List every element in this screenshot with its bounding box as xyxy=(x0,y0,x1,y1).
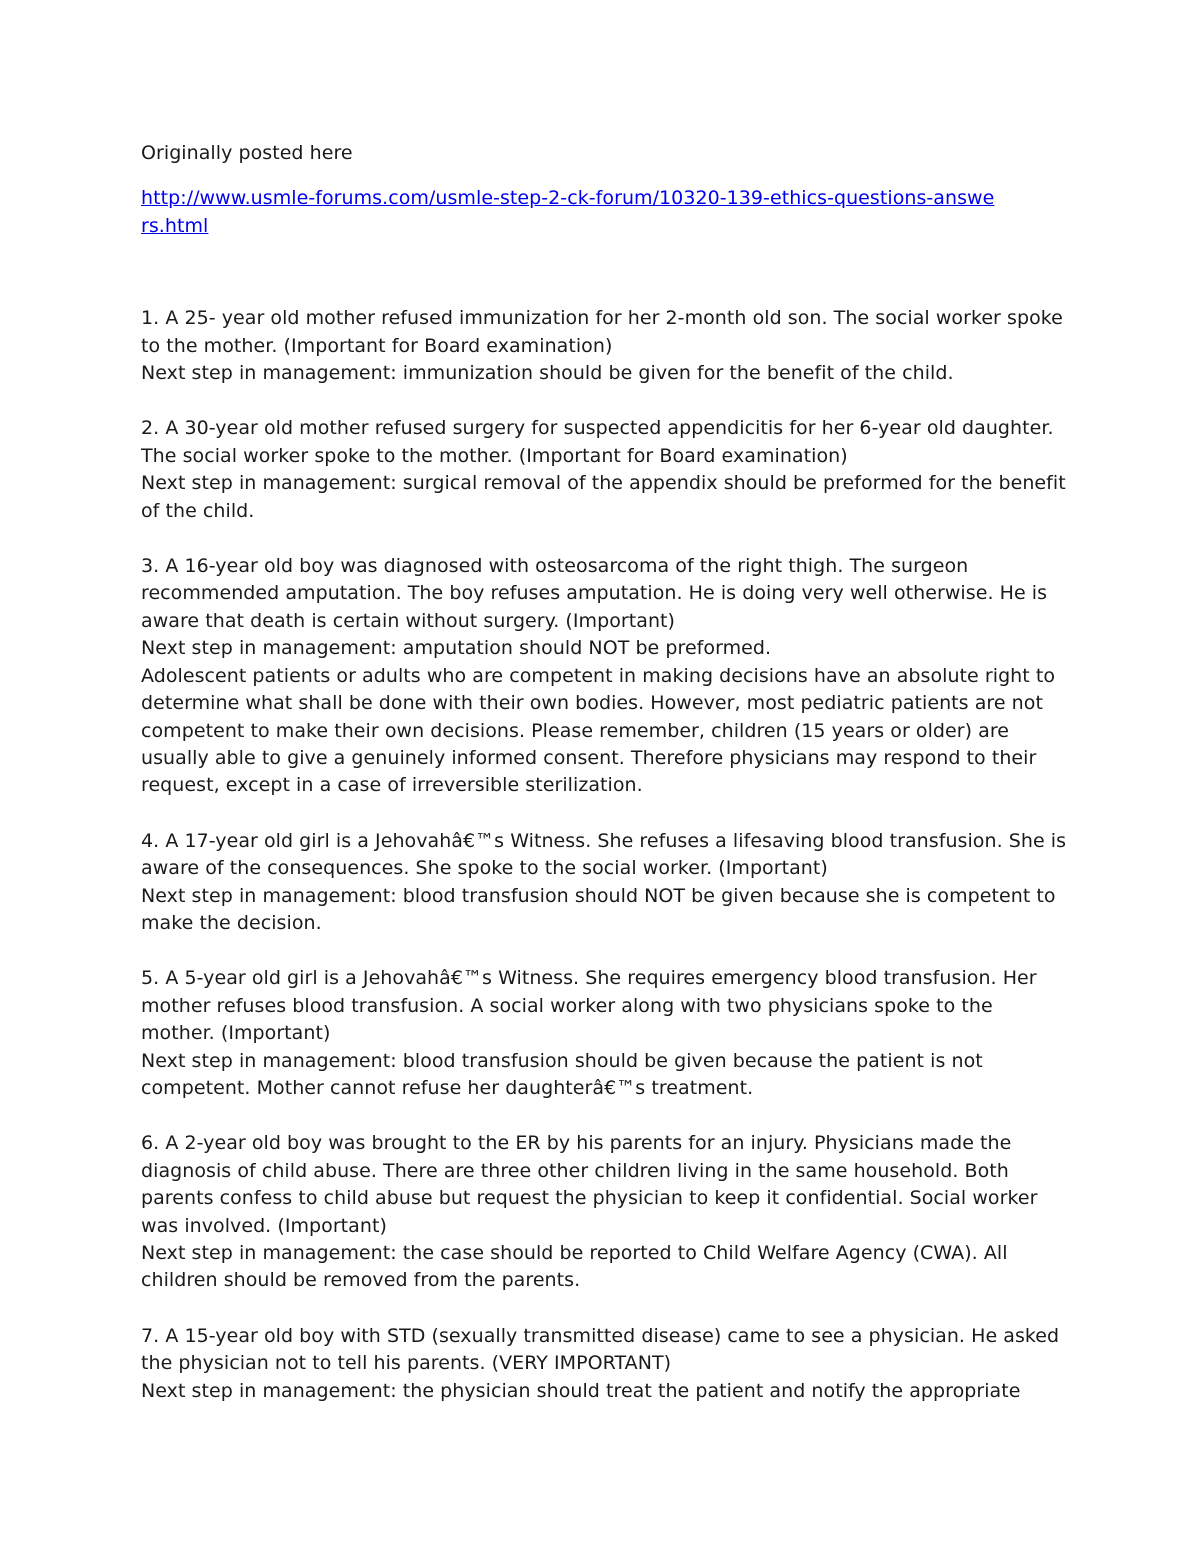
answer-text: Next step in management: immunization should be given for the benefit of the child. xyxy=(141,362,954,385)
qa-item-4 xyxy=(141,828,1071,938)
document-body xyxy=(141,140,1071,1433)
question-text: 3. A 16-year old boy was diagnosed with osteosarcoma of the right thigh. The surgeon recommended amputation. The boy refuses amputation. He is doing very well otherwise. He is aware that death is certain without surgery. (Important) xyxy=(141,555,1048,632)
question-text: 6. A 2-year old boy was brought to the ER by his parents for an injury. Physicians made the diagnosis of child abuse. There are three other children living in the same household. Both parents confess to child abuse but request the physician to keep it confidential. Social worker was involved. (Important) xyxy=(141,1132,1038,1237)
qa-item-3 xyxy=(141,553,1071,800)
answer-text: Next step in management: surgical removal of the appendix should be preformed for the benefit of the child. xyxy=(141,472,1066,522)
question-text: 7. A 15-year old boy with STD (sexually transmitted disease) came to see a physician. He asked the physician not to tell his parents. (VERY IMPORTANT) xyxy=(141,1324,1060,1375)
question-text: 4. A 17-year old girl is a Jehovahâ€™s Witness. She refuses a lifesaving blood transfusion. She is aware of the consequences. She spoke to the social worker. (Important) xyxy=(141,829,1067,880)
explanation-text: Adolescent patients or adults who are competent in making decisions have an absolute right to determine what shall be done with their own bodies. However, most pediatric patients are not competent to make their own decisions. Please remember, children (15 years or older) are usually able to give a genuinely informed consent. Therefore physicians may respond to their request, except in a case of irreversible sterilization. xyxy=(141,664,1056,797)
answer-text: Next step in management: blood transfusion should be given because the patient is not competent. Mother cannot refuse her daughterâ€™s treatment. xyxy=(141,1049,983,1099)
qa-item-7 xyxy=(141,1323,1071,1405)
answer-text: Next step in management: the case should be reported to Child Welfare Agency (CWA). All children should be removed from the parents. xyxy=(141,1242,1008,1292)
qa-item-2 xyxy=(141,415,1071,525)
qa-item-1 xyxy=(141,305,1071,387)
qa-item-5 xyxy=(141,965,1071,1102)
qa-item-6 xyxy=(141,1130,1071,1294)
question-text: 1. A 25- year old mother refused immunization for her 2-month old son. The social worker spoke to the mother. (Important for Board examination) xyxy=(141,307,1063,357)
answer-text: Next step in management: blood transfusion should NOT be given because she is competent to make the decision. xyxy=(141,884,1056,934)
answer-text: Next step in management: amputation should NOT be preformed. xyxy=(141,637,772,660)
question-text: 5. A 5-year old girl is a Jehovahâ€™s Witness. She requires emergency blood transfusion. Her mother refuses blood transfusion. A social worker along with two physicians spoke to the mother. (Important) xyxy=(141,967,1037,1045)
source-link[interactable]: http://www.usmle-forums.com/usmle-step-2-ck-forum/10320-139-ethics-questions-answers.html xyxy=(141,187,995,237)
answer-text: Next step in management: the physician should treat the patient and notify the appropriate xyxy=(141,1379,1021,1402)
spacer xyxy=(141,240,1071,305)
intro-text: Originally posted here xyxy=(141,142,353,164)
question-text: 2. A 30-year old mother refused surgery for suspected appendicitis for her 6-year old daughter. The social worker spoke to the mother. (Important for Board examination) xyxy=(141,417,1054,467)
